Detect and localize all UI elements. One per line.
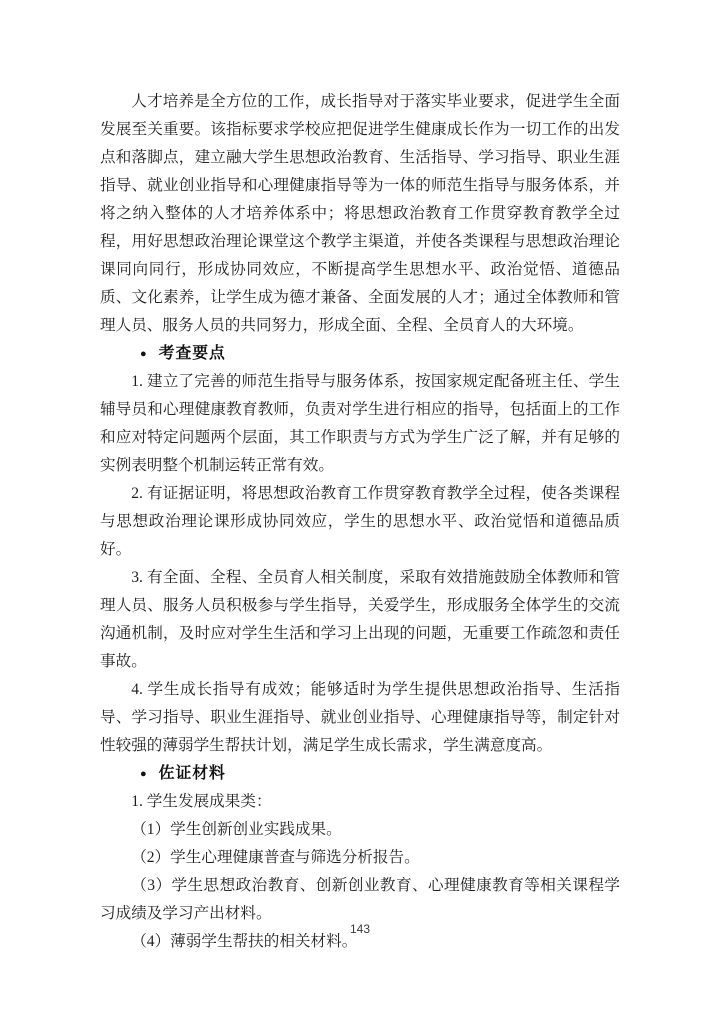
material-item-3: （3）学生思想政治教育、创新创业教育、心理健康教育等相关课程学习成绩及学习产出材料。 bbox=[100, 877, 620, 922]
page-number: 143 bbox=[349, 922, 371, 936]
material-item-2: （2）学生心理健康普查与筛选分析报告。 bbox=[131, 849, 420, 866]
section-heading-supporting-materials bbox=[100, 760, 620, 788]
page-footer bbox=[0, 920, 720, 938]
material-category: 1. 学生发展成果类： bbox=[131, 793, 272, 810]
review-point-2: 2. 有证据证明，将思想政治教育工作贯穿教育教学全过程，使各类课程与思想政治理论课形成协同效应，学生的思想水平、政治觉悟和道德品质好。 bbox=[100, 485, 620, 558]
bullet-icon: ● bbox=[140, 348, 147, 360]
review-point-1: 1. 建立了完善的师范生指导与服务体系，按国家规定配备班主任、学生辅导员和心理健康教育教师，负责对学生进行相应的指导，包括面上的工作和应对特定问题两个层面，其工作职责与方式为学生广泛了解，并有足够的实例表明整个机制运转正常有效。 bbox=[100, 373, 620, 474]
review-point-3: 3. 有全面、全程、全员育人相关制度，采取有效措施鼓励全体教师和管理人员、服务人员积极参与学生指导，关爱学生，形成服务全体学生的交流沟通机制，及时应对学生生活和学习上出现的问题，无重要工作疏忽和责任事故。 bbox=[100, 569, 620, 670]
document-body bbox=[100, 88, 620, 956]
material-item-4: （4）薄弱学生帮扶的相关材料。 bbox=[131, 933, 358, 950]
section-heading-review-points bbox=[100, 340, 620, 368]
bullet-icon: ● bbox=[140, 768, 147, 780]
intro-paragraph: 人才培养是全方位的工作，成长指导对于落实毕业要求，促进学生全面发展至关重要。该指标要求学校应把促进学生健康成长作为一切工作的出发点和落脚点，建立融大学生思想政治教育、生活指导、学习指导、职业生涯指导、就业创业指导和心理健康指导等为一体的师范生指导与服务体系，并将之纳入整体的人才培养体系中；将思想政治教育工作贯穿教育教学全过程，用好思想政治理论课堂这个教学主渠道，并使各类课程与思想政治理论课同向同行，形成协同效应，不断提高学生思想水平、政治觉悟、道德品质、文化素养，让学生成为德才兼备、全面发展的人才；通过全体教师和管理人员、服务人员的共同努力，形成全面、全程、全员育人的大环境。 bbox=[100, 93, 620, 334]
material-item-1: （1）学生创新创业实践成果。 bbox=[131, 821, 342, 838]
section-title-supporting-materials: 佐证材料 bbox=[158, 765, 226, 782]
review-point-4: 4. 学生成长指导有成效；能够适时为学生提供思想政治指导、生活指导、学习指导、职业生涯指导、就业创业指导、心理健康指导等，制定针对性较强的薄弱学生帮扶计划，满足学生成长需求，学生满意度高。 bbox=[100, 681, 620, 754]
section-title-review-points: 考查要点 bbox=[158, 345, 226, 362]
